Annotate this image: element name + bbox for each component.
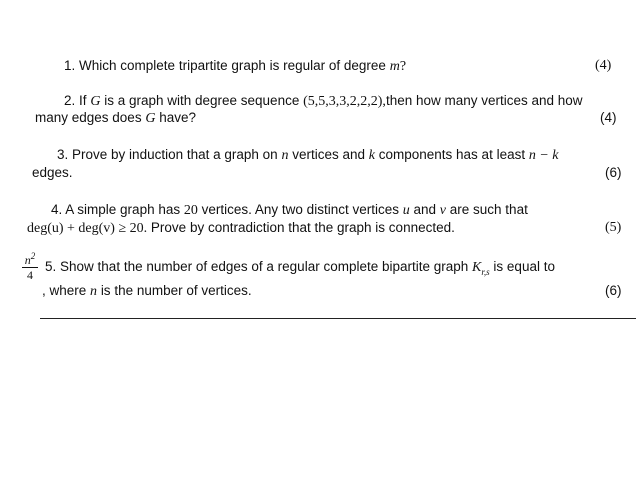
question-4-marks: (5): [605, 220, 622, 235]
question-2-marks: (4): [600, 110, 617, 125]
question-5-line-2: , where n is the number of vertices.: [42, 283, 252, 299]
question-2-line-1: 2. If G is a graph with degree sequence (5,5,3,3,2,2,2),then how many vertices and how: [64, 93, 583, 109]
question-5-marks: (6): [605, 283, 622, 298]
question-3-line-1: 3. Prove by induction that a graph on n vertices and k components has at least n − k: [57, 147, 559, 163]
question-2-line-2: many edges does G have?: [35, 110, 197, 126]
question-3-marks: (6): [605, 165, 622, 180]
question-4-line-2: deg(u) + deg(v) ≥ 20. Prove by contradiction that the graph is connected.: [27, 220, 455, 236]
question-1-text: 1. Which complete tripartite graph is regular of degree m?: [64, 58, 407, 74]
question-4-line-1: 4. A simple graph has 20 vertices. Any two distinct vertices u and v are such that: [51, 202, 528, 218]
section-divider: [40, 318, 636, 319]
question-1-marks: (4): [595, 58, 612, 73]
question-5-line-1: 5. Show that the number of edges of a regular complete bipartite graph $K_{r,s}$ is equal to: [45, 259, 555, 277]
fraction-n-squared-over-4: $n^2$ 4: [20, 249, 40, 282]
graph-k-symbol: $K_{r,s}$: [472, 260, 490, 277]
question-3-line-2: edges.: [32, 165, 73, 180]
